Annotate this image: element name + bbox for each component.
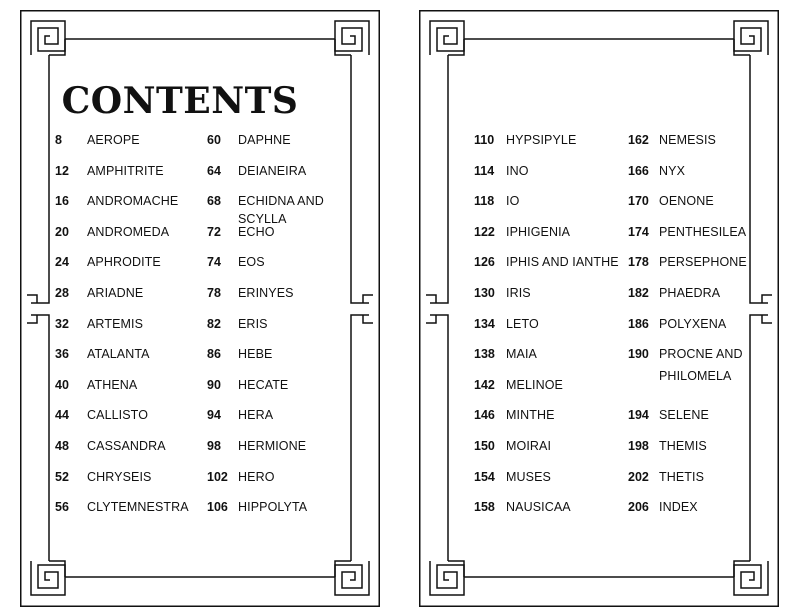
page-number: 60 (207, 133, 221, 147)
entry-name: PHAEDRA (659, 285, 721, 300)
entry-name: MELINOE (506, 377, 563, 392)
entry-name: HERO (238, 469, 275, 484)
page-number: 102 (207, 469, 228, 484)
entry-name: HYPSIPYLE (506, 133, 577, 147)
entry-name: ARTEMIS (87, 316, 144, 331)
page-number: 182 (628, 285, 649, 300)
page-number: 134 (474, 316, 495, 331)
page-number: 78 (207, 285, 221, 300)
entry-name: ATALANTA (87, 347, 150, 362)
page-number: 20 (55, 224, 69, 239)
entry-name: ERINYES (238, 285, 294, 300)
page-number: 142 (474, 377, 495, 392)
entry-name: NYX (659, 163, 686, 178)
page-number: 154 (474, 469, 495, 484)
page-number: 166 (628, 163, 649, 178)
page-number: 28 (55, 285, 69, 300)
entry-name: ATHENA (87, 377, 138, 392)
entry-name: ANDROMEDA (87, 224, 170, 239)
entry-name: MAIA (506, 347, 537, 362)
page-number: 40 (55, 377, 69, 392)
page-number: 16 (55, 194, 69, 209)
page-number: 122 (474, 224, 495, 239)
page-number: 52 (55, 469, 69, 484)
page-number: 72 (207, 224, 221, 239)
page-number: 90 (207, 377, 221, 392)
entry-name: IPHIS AND IANTHE (506, 255, 619, 270)
entry-name: THEMIS (659, 438, 707, 453)
page-number: 94 (207, 408, 221, 423)
entry-name: ARIADNE (87, 285, 144, 300)
entry-name: HEBE (238, 347, 273, 362)
entry-name: IPHIGENIA (506, 224, 571, 239)
entry-name: POLYXENA (659, 316, 727, 331)
entry-name: ERIS (238, 316, 268, 331)
page-number: 138 (474, 347, 495, 362)
left-page (20, 10, 380, 607)
entry-name: ANDROMACHE (87, 194, 179, 209)
page-number: 110 (474, 133, 495, 147)
entry-name: OENONE (659, 194, 714, 209)
page-number: 36 (55, 347, 69, 362)
entry-name: PENTHESILEA (659, 224, 747, 239)
entry-name: EOS (238, 255, 265, 270)
entry-name: LETO (506, 316, 539, 331)
page-number: 206 (628, 500, 649, 515)
page-number: 130 (474, 285, 495, 300)
entry-name: MINTHE (506, 408, 555, 423)
right-page (419, 10, 779, 607)
page-number: 198 (628, 438, 649, 453)
page-number: 44 (55, 408, 69, 423)
entry-name: PERSEPHONE (659, 255, 747, 270)
entry-name: SELENE (659, 408, 709, 423)
page-number: 24 (55, 255, 69, 270)
page-number: 68 (207, 194, 221, 209)
entry-name: THETIS (659, 469, 705, 484)
page-number: 190 (628, 347, 649, 362)
page-number: 86 (207, 347, 221, 362)
page-number: 56 (55, 500, 69, 515)
entry-name: APHRODITE (87, 255, 161, 270)
page-number: 64 (207, 163, 221, 178)
entry-name: HIPPOLYTA (238, 500, 308, 515)
right-greek-key-border (419, 10, 779, 607)
entry-name: CALLISTO (87, 408, 149, 423)
entry-name: HECATE (238, 377, 289, 392)
page-number: 32 (55, 316, 69, 331)
page-number: 150 (474, 438, 495, 453)
entry-name: DAPHNE (238, 133, 291, 147)
page-number: 186 (628, 316, 649, 331)
page-number: 126 (474, 255, 495, 270)
entry-name: IRIS (506, 285, 531, 300)
entry-name: DEIANEIRA (238, 163, 307, 178)
entry-name: AEROPE (87, 133, 140, 147)
entry-name: NEMESIS (659, 133, 716, 147)
page-number: 202 (628, 469, 649, 484)
page-number: 178 (628, 255, 649, 270)
entry-name: CASSANDRA (87, 438, 166, 453)
entry-name: AMPHITRITE (87, 163, 164, 178)
entry-name: ECHO (238, 224, 275, 239)
entry-name: ECHIDNA AND SCYLLA (238, 194, 324, 227)
entry-name: INDEX (659, 500, 698, 515)
page-number: 12 (55, 163, 69, 178)
page-number: 118 (474, 194, 495, 209)
page-number: 194 (628, 408, 649, 423)
page-number: 48 (55, 438, 69, 453)
page-number: 106 (207, 500, 228, 515)
page-number: 82 (207, 316, 221, 331)
page-number: 158 (474, 500, 495, 515)
contents-title: CONTENTS (61, 80, 299, 122)
page-number: 114 (474, 163, 495, 178)
page-number: 162 (628, 133, 649, 147)
entry-name: HERA (238, 408, 274, 423)
entry-name: CHRYSEIS (87, 469, 152, 484)
page-number: 174 (628, 224, 649, 239)
entry-name: MUSES (506, 469, 551, 484)
page-number: 170 (628, 194, 649, 209)
entry-name: INO (506, 163, 529, 178)
page-number: 98 (207, 438, 221, 453)
entry-name: PROCNE AND PHILOMELA (659, 347, 743, 384)
page-number: 146 (474, 408, 495, 423)
entry-name: HERMIONE (238, 438, 307, 453)
page-number: 8 (55, 133, 62, 147)
page-number: 74 (207, 255, 221, 270)
entry-name: CLYTEMNESTRA (87, 500, 189, 515)
entry-name: IO (506, 194, 520, 209)
entry-name: NAUSICAA (506, 500, 571, 515)
entry-name: MOIRAI (506, 438, 552, 453)
